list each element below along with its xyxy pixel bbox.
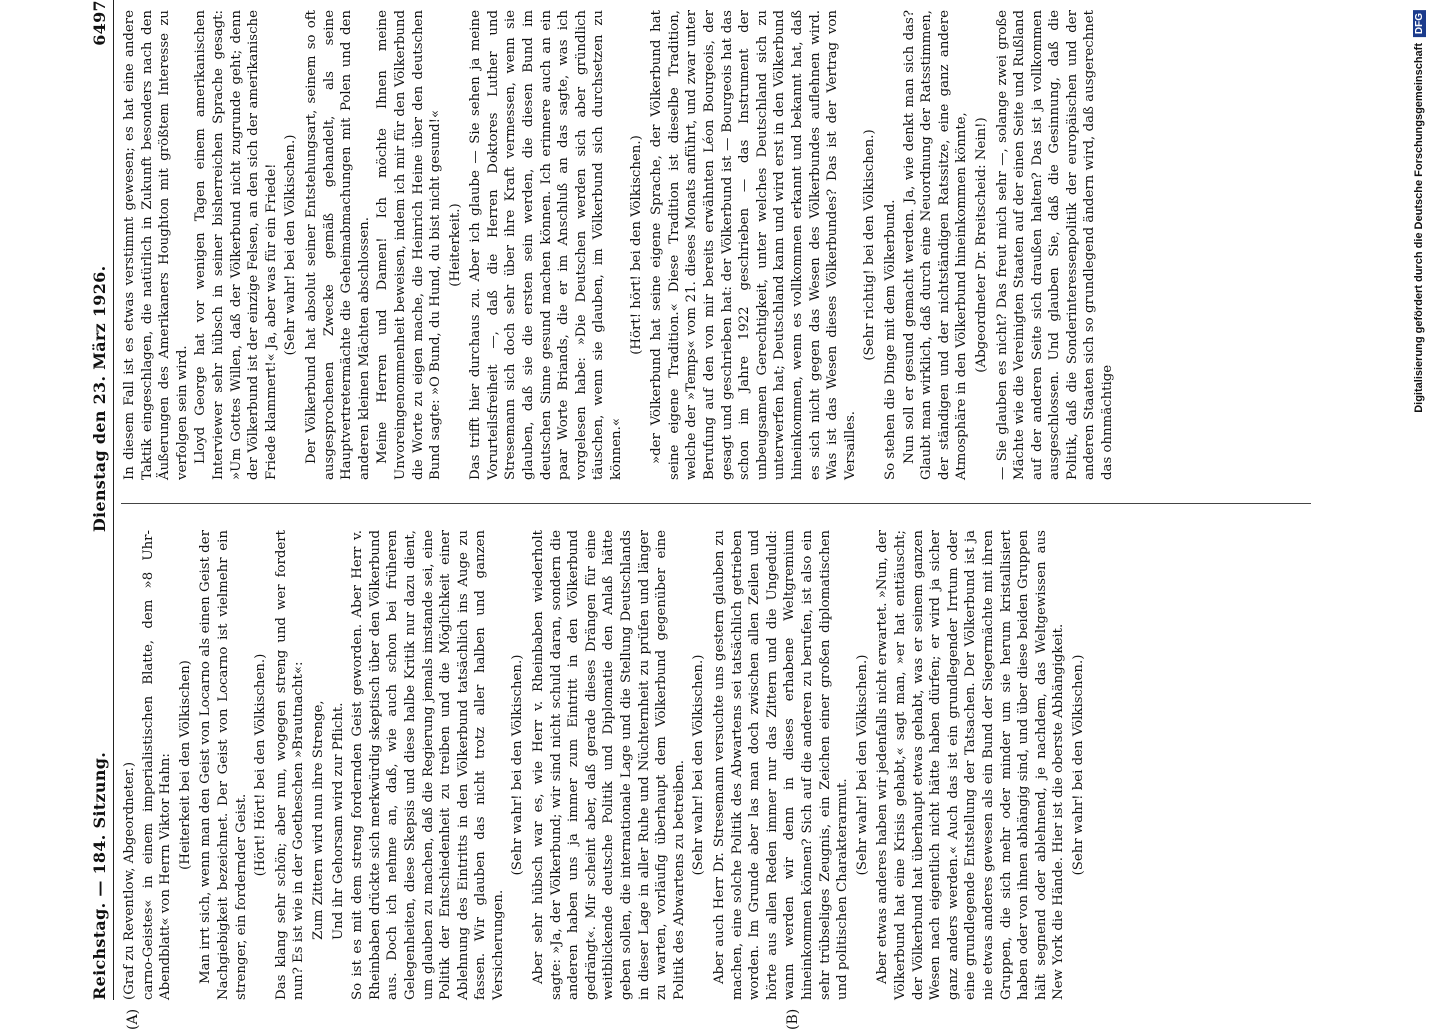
paragraph: (Graf zu Reventlow, Abgeordneter.): [122, 761, 137, 1000]
verse-line: Zum Zittern wird nun ihre Strenge,: [310, 700, 326, 940]
funding-note: Digitalisierung gefördert durch die Deutsche Forschungsgemeinschaft: [1413, 43, 1425, 413]
side-credit: [1410, 10, 1428, 990]
interjection: (Hört! Hört! bei den Völkischen.): [253, 653, 269, 877]
interjection: (Sehr wahr! bei den Völkischen.): [854, 654, 870, 876]
interjection: (Heiterkeit.): [447, 203, 463, 287]
interjection: (Heiterkeit bei den Völkischen): [177, 660, 193, 870]
paragraph: Der Völkerbund hat absolut seiner Entstehungsart, seinem so oft ausgesprochenen Zwecke gemäß gehandelt, als seine Hauptvertretermächte die Geheimabmachungen mit Polen und den anderen kleinen Mächten abschlossen.: [303, 10, 372, 480]
paragraph: »der Völkerbund hat seine eigene Sprache, der Völkerbund hat seine eigene Tradition.« Diese Tradition ist dieselbe Tradition, welche der »Temps« vom 21. dieses Monats anführt, und zwar unter Berufung auf den von mir bereits erwähnten Léon Bourgeois, der gesagt und geschrieben hat: der Völkerbund ist — Bourgeois hat das schon im Jahre 1922 geschrieben — das Instrument der unbeugsamen Gerechtigkeit, unter welches Deutschland sich zu unterwerfen hat; Deutschland kann und wird erst in den Völkerbund hineinkommen, wenn es vollkommen erkannt und bekannt hat, daß es sich nicht gegen das Wesen des Völkerbundes auflehnen wird. Was ist das Wesen dieses Völkerbundes? Das ist der Vertrag von Versailles.: [649, 10, 858, 480]
left-column: [121, 530, 1090, 1000]
interjection: (Sehr wahr! bei den Völkischen.): [1070, 654, 1086, 876]
paragraph: carno-Geistes« in einem imperialistischen Blatte, dem »8 Uhr-Abendblatt« von Herrn Viktor Hahn:: [140, 530, 174, 1000]
right-column: [121, 10, 1118, 480]
paragraph: Das trifft hier durchaus zu. Aber ich glaube — Sie sehen ja meine Vorurteilsfreiheit —, daß die Herren Doktores Luther und Stresemann sich doch sehr über ihre Kraft vermessen, wenn sie glauben, daß sie die ersten sein werden, die diesen Bund im deutschen Sinne gesund machen können. Ich erinnere auch an ein paar Worte Briands, die er im Anschluß an das sagte, was ich vorgelesen habe: »Die Deutschen werden sich aber gründlich täuschen, wenn sie glauben, im Völkerbund sich durchsetzen zu können.«: [468, 10, 625, 480]
paragraph: Aber auch Herr Dr. Stresemann versuchte uns gestern glauben zu machen, eine solche Politik des Abwartens sei tatsächlich getrieben worden. Im Grunde aber las man doch zwischen allen Zeilen und hörte aus allen Reden immer nur das Zittern und die Ungeduld: wann werden wir denn in dieses erhabene Weltgremium hineinkommen können? Sich auf die anderen zu berufen, ist also ein sehr trübseliges Zeugnis, ein Zeichen einer großen diplomatischen und politischen Charakterarmut.: [712, 530, 851, 1000]
paragraph: Das klang sehr schön; aber nun, wogegen streng und wer fordert nun? Es ist wie in der Goetheschen »Brautnacht«:: [273, 530, 307, 1000]
paragraph: Nun soll er gesund gemacht werden. Ja, wie denkt man sich das? Glaubt man wirklich, daß durch eine Neuordnung der Ratsstimmen, der ständigen und der nichtständigen Ratssitze, eine ganz andere Atmosphäre in den Völkerbund hineinkommen könnte,: [901, 10, 970, 480]
rotated-page: [85, 0, 1385, 1030]
margin-mark-b: (B): [785, 1008, 801, 1030]
paragraph: Meine Herren und Damen! Ich möchte Ihnen meine Unvoreingenommenheit beweisen, indem ich mir für den Völkerbund die Worte zu eigen mache, die Heinrich Heine über den deutschen Bund sagte: »O Bund, du Hund, du bist nicht gesund!«: [375, 10, 444, 480]
paragraph: — Sie glauben es nicht? Das freut mich sehr —, solange zwei große Mächte wie die Vereinigten Staaten auf der einen Seite und Rußland auf der anderen Seite sich draußen halten? Das ist ja vollkommen ausgeschlossen. Und glauben Sie, daß die Gesinnung, daß die Politik, daß die Sonderinteressenpolitik der europäischen und der anderen Staaten sich so grundlegend ändern wird, daß ausgerechnet das ohnmächtige: [994, 10, 1116, 480]
interjection: (Sehr wahr! bei den Völkischen.): [691, 654, 707, 876]
interjection: (Abgeordneter Dr. Breitscheid: Nein!): [973, 117, 989, 373]
page-header: [85, 0, 114, 1000]
verse-line: Und ihr Gehorsam wird zur Pflicht.: [330, 702, 346, 940]
paragraph: In diesem Fall ist es etwas verstimmt gewesen; es hat eine andere Taktik eingeschlagen, die natürlich in Zukunft besonders nach den Äußerungen des Amerikaners Houghton mit größtem Interesse zu verfolgen sein wird.: [122, 10, 190, 480]
interjection: (Sehr wahr! bei den Völkischen.): [510, 654, 526, 876]
paragraph: So stehen die Dinge mit dem Völkerbund.: [882, 199, 898, 480]
margin-mark-a: (A): [125, 1008, 141, 1030]
paragraph: Man irrt sich, wenn man den Geist von Locarno als einen Geist der Nachgiebigkeit bezeichnet. Der Geist von Locarno ist vielmehr ein strenger, ein fordernder Geist.: [198, 530, 249, 1000]
header-center: Dienstag den 23. März 1926.: [89, 265, 109, 533]
interjection: (Hört! hört! bei den Völkischen.): [628, 135, 644, 355]
interjection: (Sehr wahr! bei den Völkischen.): [283, 134, 299, 356]
column-divider: [121, 503, 1311, 504]
interjection: (Sehr richtig! bei den Völkischen.): [862, 129, 878, 361]
paragraph: So ist es mit dem streng fordernden Geist geworden. Aber Herr v. Rheinbaben drückte sich merkwürdig skeptisch über den Völkerbund aus. Doch ich nehme an, daß, wie auch schon bei früheren Gelegenheiten, diese Skepsis und diese halbe Kritik nur dazu dient, um glauben zu machen, daß die Regierung jemals imstande sei, eine Politik der Entschiedenheit zu treiben und die Möglichkeit einer Ablehnung des Eintritts in den Völkerbund tatsächlich ins Auge zu fassen. Wir glauben das nicht trotz aller halben und ganzen Versicherungen.: [350, 530, 506, 1000]
paragraph: Aber sehr hübsch war es, wie Herr v. Rheinbaben wiederholt sagte: »Ja, der Völkerbund; wir sind nicht schuld daran, sondern die anderen haben uns ja immer zum Eintritt in den Völkerbund gedrängt«. Mir scheint aber, daß gerade dieses Drängen für eine weitblickende deutsche Politik und Diplomatie den Anlaß hätte geben sollen, die internationale Lage und die Stellung Deutschlands in dieser Lage in aller Ruhe und Nüchternheit zu prüfen und länger zu warten, vorläufig überhaupt dem Völkerbund gegenüber eine Politik des Abwartens zu betreiben.: [531, 530, 687, 1000]
page-number: 6497: [89, 0, 109, 46]
dfg-logo: DFG: [1413, 10, 1426, 37]
paragraph: Aber etwas anderes haben wir jedenfalls nicht erwartet. »Nun, der Völkerbund hat eine Krisis gehabt,« sagt man, »er hat enttäuscht; der Völkerbund hat überhaupt etwas gehabt, was er seinem ganzen Wesen nach eigentlich nicht hätte haben dürfen; er wird ja sicher ganz anders werden.« Auch das ist ein grundlegender Irrtum oder eine grundlegende Entstellung der Tatsachen. Der Völkerbund ist ja nie etwas anderes gewesen als ein Bund der Siegermächte mit ihren Gruppen, die sich mehr oder minder um sie herum kristallisiert haben oder von ihnen abhängig sind, und über diese beiden Gruppen hält segnend oder ablehnend, je nachdem, das Weltgewissen aus New York die Hände. Hier ist die oberste Abhängigkeit.: [875, 530, 1067, 1000]
paragraph: Lloyd George hat vor wenigen Tagen einem amerikanischen Interviewer sehr hübsch in seiner bisherreichen Sprache gesagt: »Um Gottes Willen, daß der Völkerbund nicht zugrunde geht; denn der Völkerbund ist der einzige Felsen, an den sich der amerikanische Friede klammert!« Ja, aber was für ein Friede!: [193, 10, 279, 480]
header-left: Reichstag. — 184. Sitzung.: [89, 751, 109, 1000]
